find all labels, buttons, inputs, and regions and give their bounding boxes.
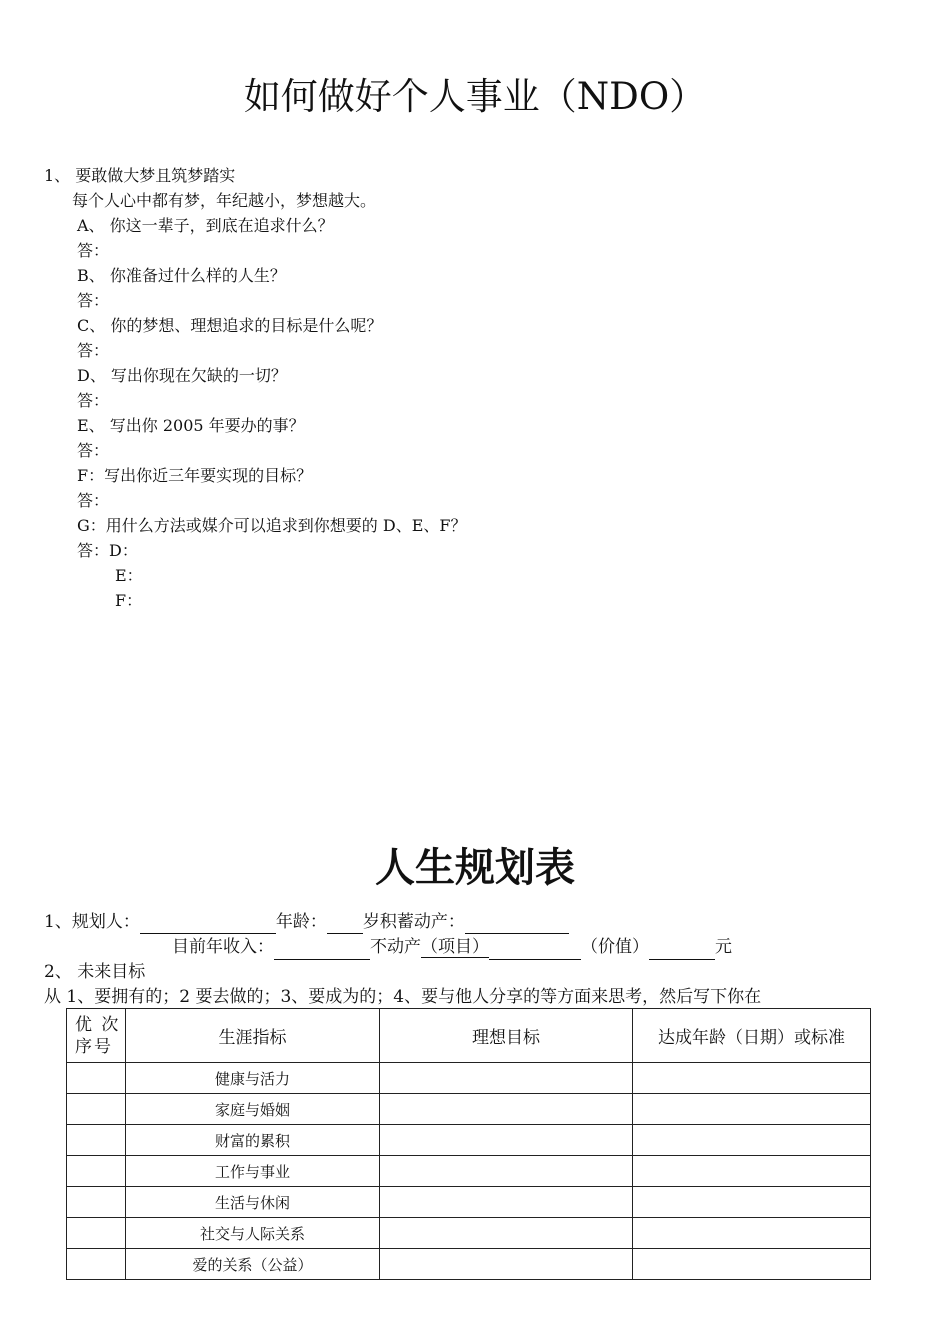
savings-blank[interactable] [465,915,569,934]
section2-heading: 2、 未来目标 [44,962,146,982]
table-row [67,1249,871,1280]
answer-g-e: E： [115,566,143,585]
goal-cell[interactable] [380,1063,633,1094]
answer-g-f: F： [115,591,143,610]
savings-label: 岁积蓄动产： [362,912,465,932]
item-label: （项目） [421,937,489,957]
goal-cell[interactable] [380,1156,633,1187]
realestate-label: 不动产 [370,937,421,957]
seq-cell[interactable] [67,1218,126,1249]
planner-blank[interactable] [140,915,276,934]
seq-cell[interactable] [67,1094,126,1125]
instruction-text: 从 1、要拥有的；2 要去做的；3、要成为的；4、要与他人分享的等方面来思考，然后写下你在 [44,987,762,1007]
answer-e: 答： [77,441,110,460]
goal-cell[interactable] [380,1187,633,1218]
question-f: F：写出你近三年要实现的目标？ [77,466,313,485]
seq-cell[interactable] [67,1187,126,1218]
page-title: 如何做好个人事业（NDO） [243,75,707,118]
planner-line [44,910,569,934]
question-b: B、 你准备过什么样的人生？ [77,266,286,285]
answer-a: 答： [77,241,110,260]
income-blank[interactable] [274,941,370,960]
table-header-row [67,1009,871,1063]
question-c: C、 你的梦想、理想追求的目标是什么呢？ [77,316,383,335]
indicator-cell: 生活与休闲 [126,1187,380,1218]
seq-cell[interactable] [67,1249,126,1280]
header-seq: 优 次序号 [67,1009,126,1063]
age-label: 年龄： [275,912,327,932]
header-indicator: 生涯指标 [126,1009,380,1063]
value-label: （价值） [581,937,649,957]
item-blank[interactable] [489,941,581,960]
table-row [67,1063,871,1094]
answer-b: 答： [77,291,110,310]
indicator-cell: 爱的关系（公益） [126,1249,380,1280]
age-blank[interactable] [327,915,363,934]
question-d: D、 写出你现在欠缺的一切？ [77,366,287,385]
target-cell[interactable] [633,1156,871,1187]
table-row [67,1125,871,1156]
goal-cell[interactable] [380,1125,633,1156]
target-cell[interactable] [633,1094,871,1125]
target-cell[interactable] [633,1125,871,1156]
seq-cell[interactable] [67,1156,126,1187]
question-a: A、 你这一辈子，到底在追求什么？ [77,216,334,235]
seq-cell[interactable] [67,1125,126,1156]
income-line [172,935,732,960]
answer-g: 答：D： [77,541,138,560]
header-goal: 理想目标 [380,1009,633,1063]
value-blank[interactable] [649,941,715,960]
question-e: E、 写出你 2005 年要办的事？ [77,416,305,435]
plan-table [66,1008,871,1280]
goal-cell[interactable] [380,1218,633,1249]
target-cell[interactable] [633,1218,871,1249]
goal-cell[interactable] [380,1094,633,1125]
income-label: 目前年收入： [172,937,274,957]
table-row [67,1094,871,1125]
indicator-cell: 工作与事业 [126,1156,380,1187]
indicator-cell: 财富的累积 [126,1125,380,1156]
table-row [67,1218,871,1249]
answer-d: 答： [77,391,110,410]
seq-cell[interactable] [67,1063,126,1094]
intro-text: 每个人心中都有梦，年纪越小，梦想越大。 [72,191,377,210]
indicator-cell: 社交与人际关系 [126,1218,380,1249]
indicator-cell: 健康与活力 [126,1063,380,1094]
answer-f: 答： [77,491,110,510]
header-target: 达成年龄（日期）或标准 [633,1009,871,1063]
unit-label: 元 [715,937,732,957]
plan-title: 人生规划表 [375,844,575,891]
answer-c: 答： [77,341,110,360]
table-row [67,1156,871,1187]
target-cell[interactable] [633,1063,871,1094]
goal-cell[interactable] [380,1249,633,1280]
target-cell[interactable] [633,1187,871,1218]
question-g: G：用什么方法或媒介可以追求到你想要的 D、E、F？ [77,516,467,535]
target-cell[interactable] [633,1249,871,1280]
planner-label: 1、规划人： [44,912,140,932]
indicator-cell: 家庭与婚姻 [126,1094,380,1125]
table-row [67,1187,871,1218]
section-heading: 1、 要敢做大梦且筑梦踏实 [44,166,236,185]
